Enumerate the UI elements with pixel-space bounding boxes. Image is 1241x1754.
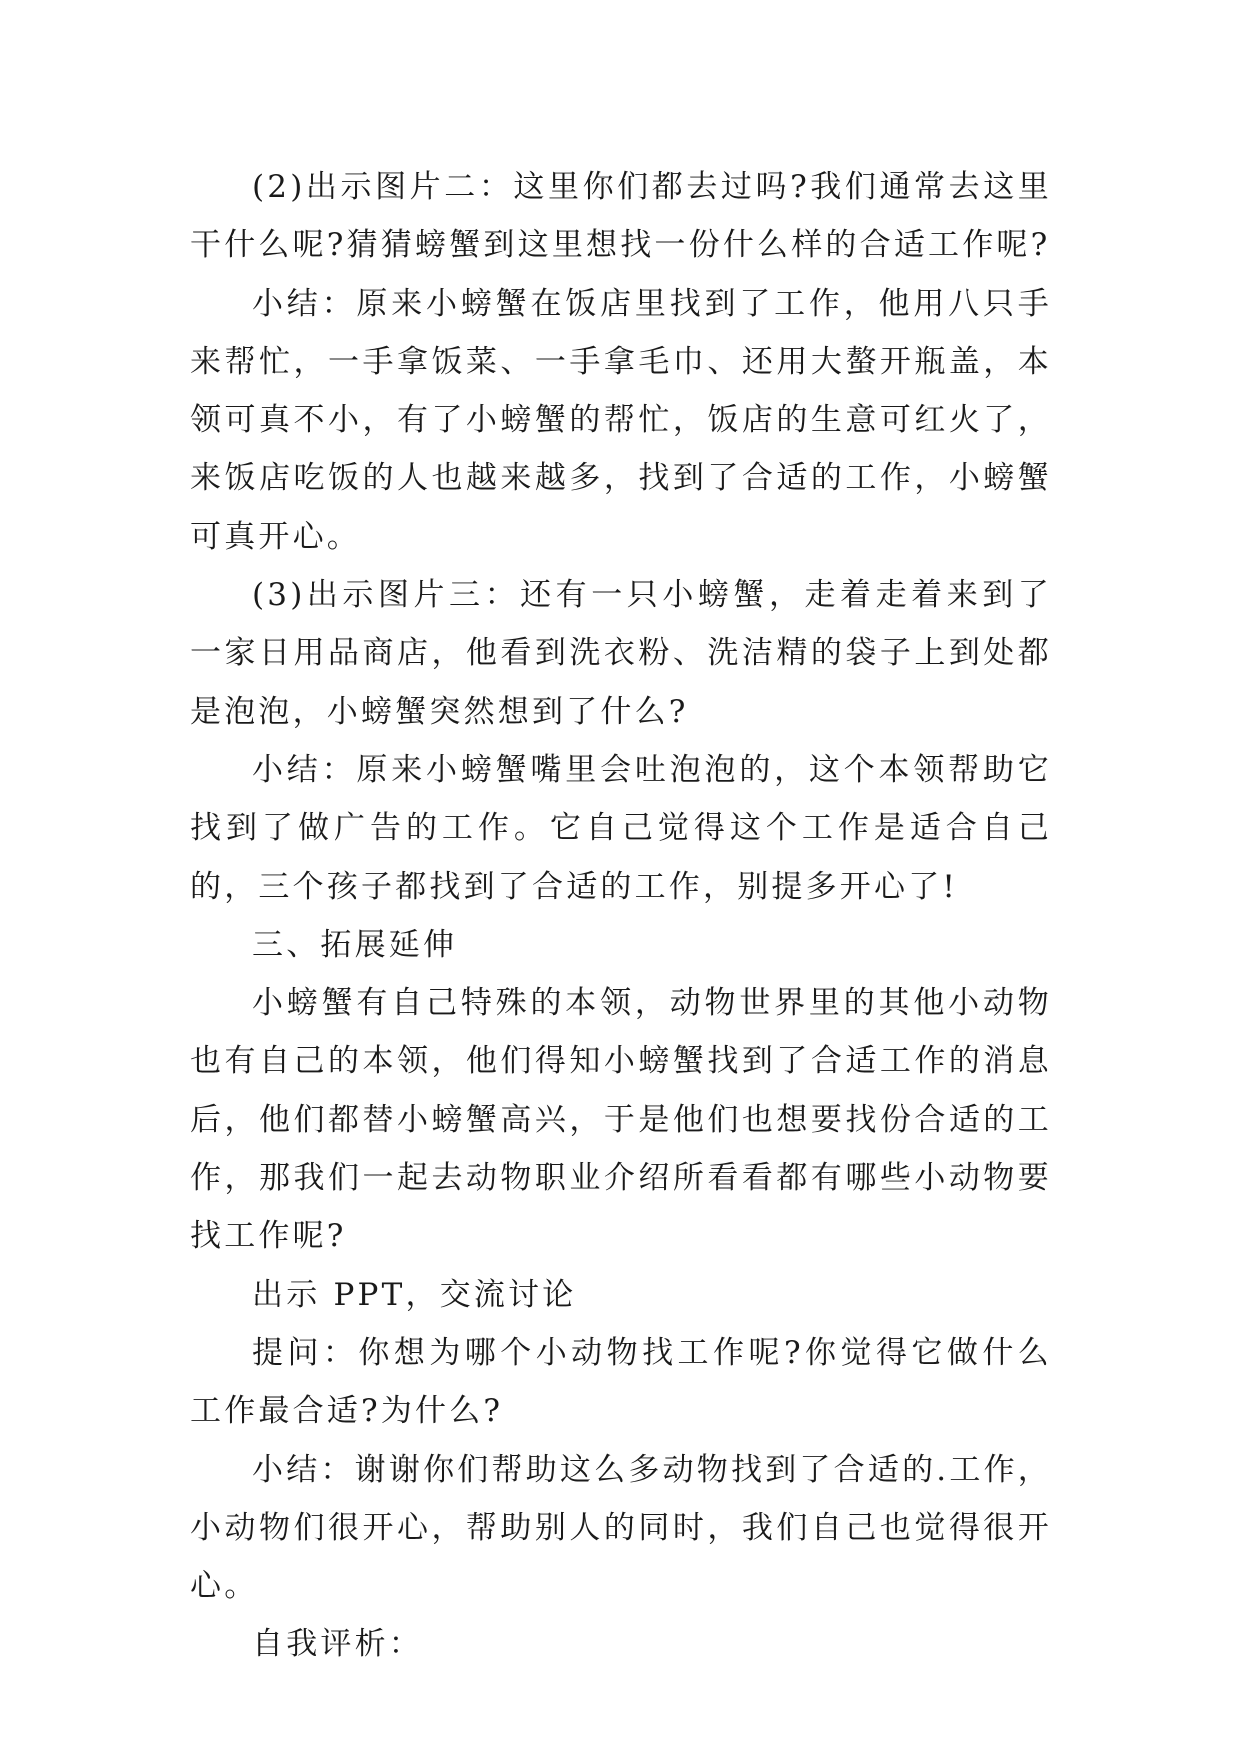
paragraph-show-picture-three: (3)出示图片三：还有一只小螃蟹，走着走着来到了一家日用品商店，他看到洗衣粉、洗洁精的袋子上到处都是泡泡，小螃蟹突然想到了什么?	[190, 577, 1052, 730]
document-body	[190, 158, 1052, 1674]
paragraph-summary-restaurant: 小结：原来小螃蟹在饭店里找到了工作，他用八只手来帮忙，一手拿饭菜、一手拿毛巾、还用大螯开瓶盖，本领可真不小，有了小螃蟹的帮忙，饭店的生意可红火了，来饭店吃饭的人也越来越多，找到了合适的工作，小螃蟹可真开心。	[190, 285, 1052, 555]
section-heading-extension: 三、拓展延伸	[252, 926, 458, 963]
paragraph-summary-advertising: 小结：原来小螃蟹嘴里会吐泡泡的，这个本领帮助它找到了做广告的工作。它自己觉得这个工作是适合自己的，三个孩子都找到了合适的工作，别提多开心了!	[190, 751, 1052, 905]
paragraph-question: 提问：你想为哪个小动物找工作呢?你觉得它做什么工作最合适?为什么?	[190, 1334, 1052, 1430]
paragraph-show-ppt: 出示 PPT，交流讨论	[252, 1276, 577, 1313]
paragraph-self-evaluation: 自我评析：	[252, 1626, 423, 1663]
paragraph-animal-agency: 小螃蟹有自己特殊的本领，动物世界里的其他小动物也有自己的本领，他们得知小螃蟹找到了合适工作的消息后，他们都替小螃蟹高兴，于是他们也想要找份合适的工作，那我们一起去动物职业介绍所看看都有哪些小动物要找工作呢?	[190, 985, 1052, 1255]
paragraph-show-picture-two: (2)出示图片二：这里你们都去过吗?我们通常去这里干什么呢?猜猜螃蟹到这里想找一份什么样的合适工作呢?	[190, 169, 1052, 264]
paragraph-summary-thanks: 小结：谢谢你们帮助这么多动物找到了合适的.工作，小动物们很开心，帮助别人的同时，我们自己也觉得很开心。	[190, 1451, 1052, 1605]
